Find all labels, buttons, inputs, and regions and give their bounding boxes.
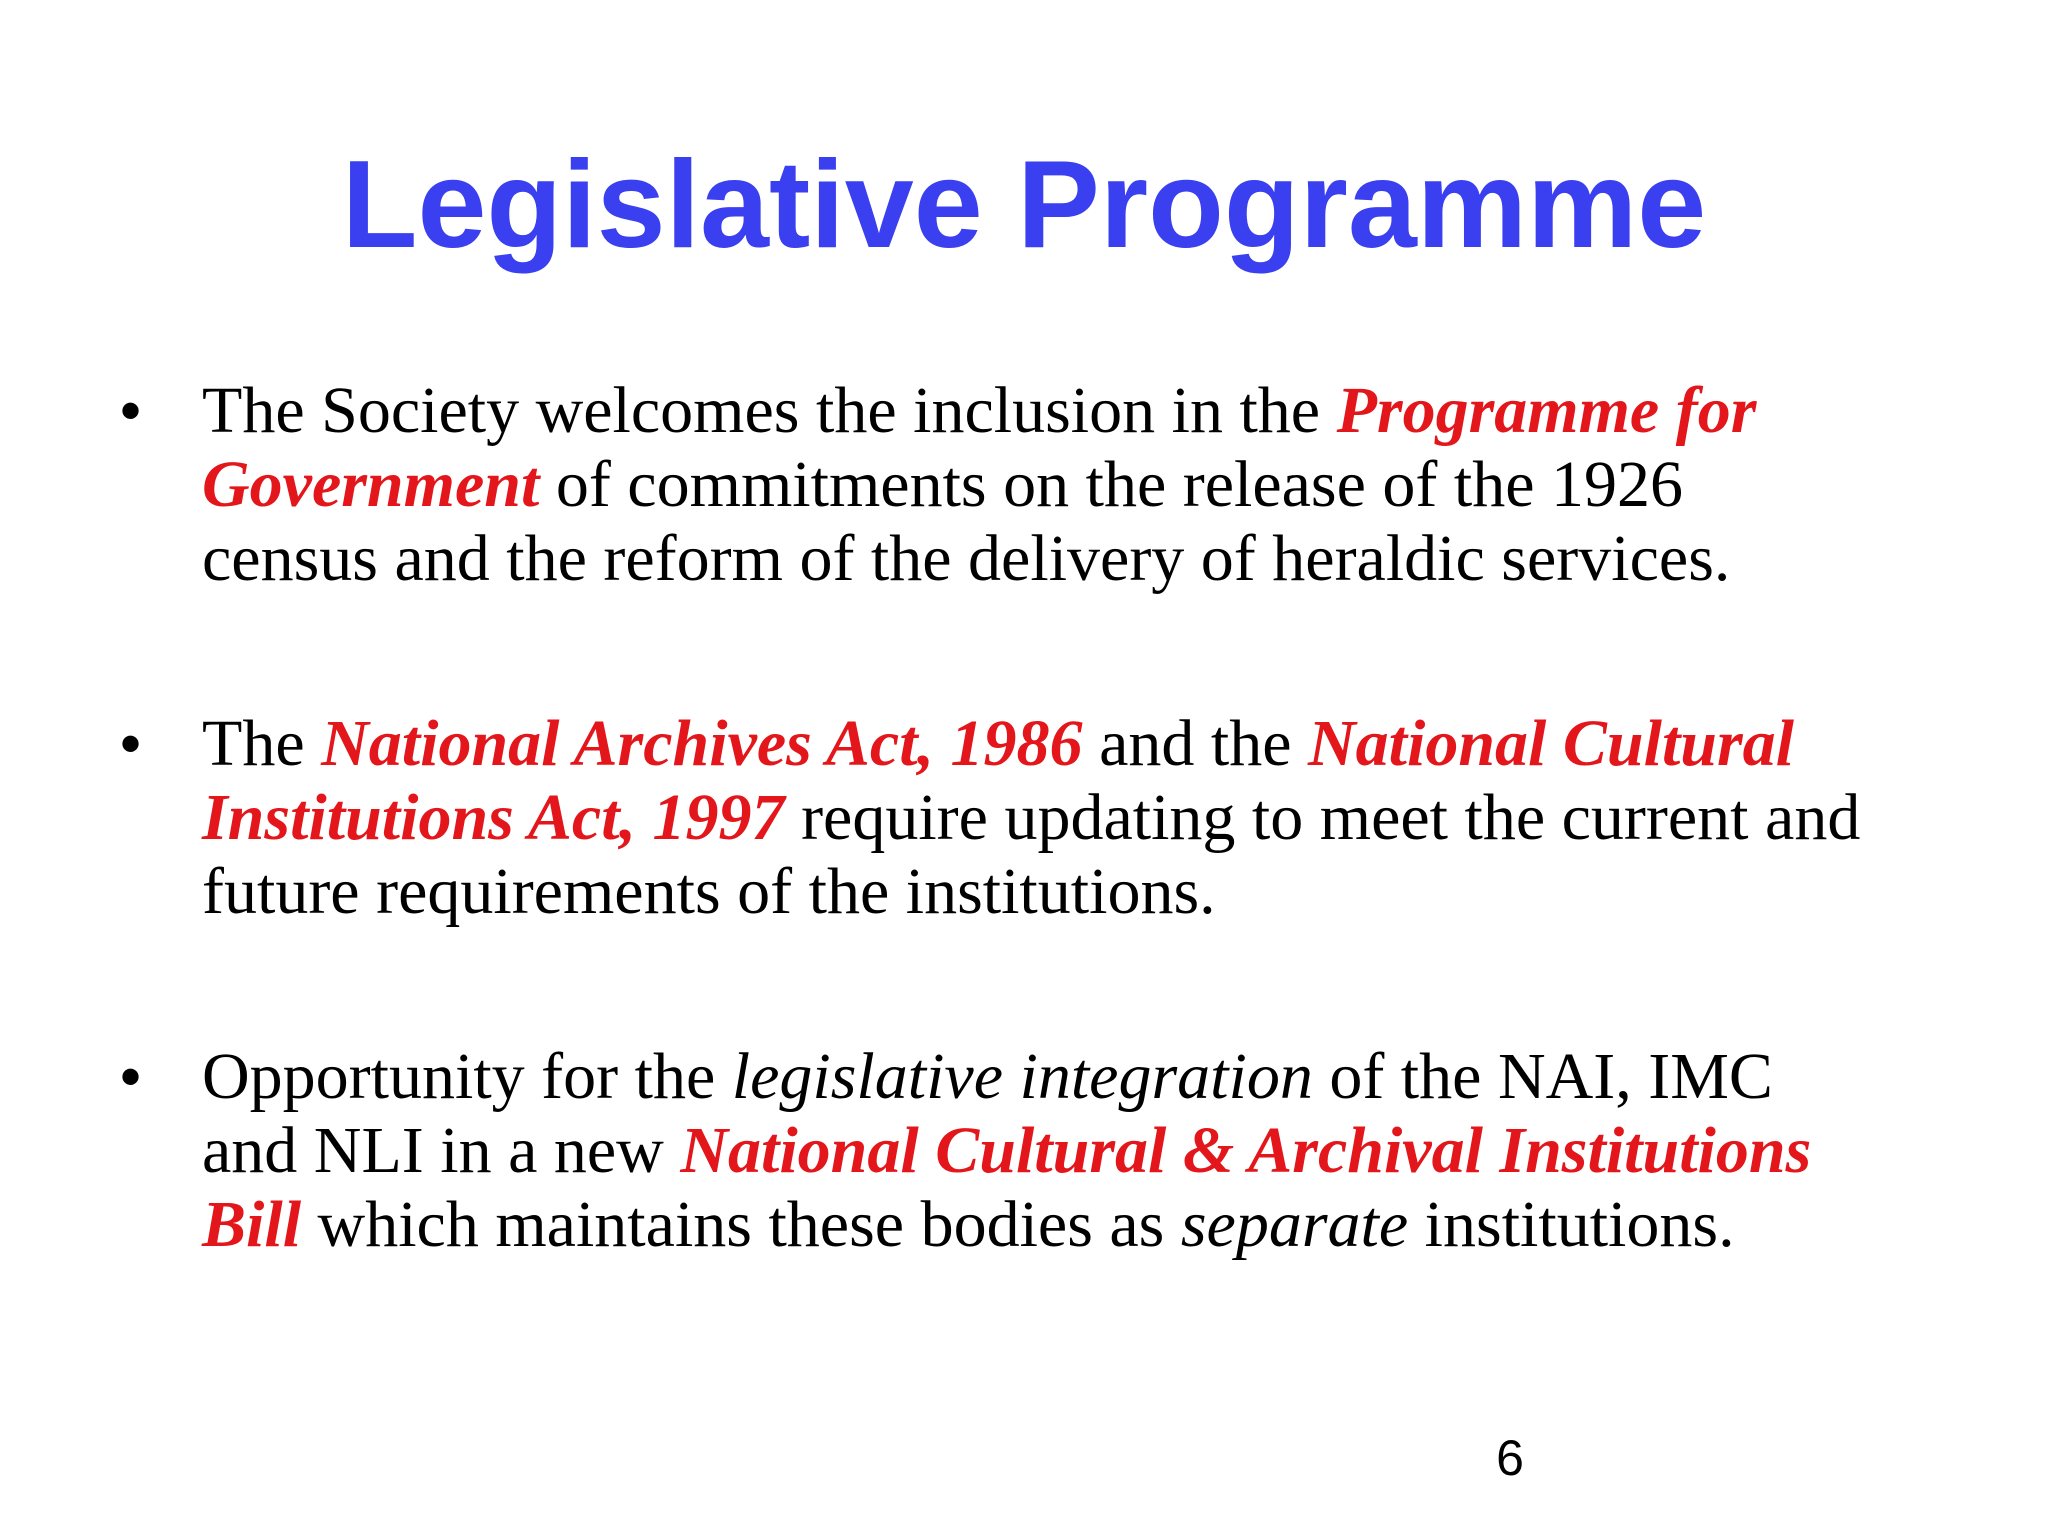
highlighted-title: National Cultural <box>1308 707 1795 780</box>
bullet-marker-icon: • <box>120 377 142 444</box>
highlighted-title: Institutions Act, 1997 <box>202 781 785 854</box>
body-text: of the NAI, IMC <box>1312 1040 1773 1113</box>
body-text: of commitments on the release of the 1926 <box>539 448 1684 521</box>
body-text: Opportunity for the <box>202 1040 732 1113</box>
bullet-text <box>202 374 2002 596</box>
body-text: The <box>202 707 322 780</box>
body-text: institutions. <box>1408 1188 1735 1261</box>
body-text: future requirements of the institutions. <box>202 855 1216 928</box>
page-number: 6 <box>1496 1430 1524 1486</box>
highlighted-title: Programme for <box>1336 374 1757 447</box>
body-text: The Society welcomes the inclusion in the <box>202 374 1337 447</box>
highlighted-title: National Archives Act, 1986 <box>321 707 1083 780</box>
highlighted-title: National Cultural & Archival Institutions <box>680 1114 1812 1187</box>
highlighted-title: Government <box>202 448 540 521</box>
body-text: require updating to meet the current and <box>784 781 1861 854</box>
emphasized-text: legislative integration <box>731 1040 1313 1113</box>
body-text: and NLI in a new <box>202 1114 681 1187</box>
bullet-text <box>202 1040 2002 1262</box>
emphasized-text: separate <box>1180 1188 1409 1261</box>
bullet-text <box>202 707 2002 929</box>
slide-title: Legislative Programme <box>341 136 1707 274</box>
body-text: which maintains these bodies as <box>301 1188 1181 1261</box>
bullet-marker-icon: • <box>120 710 142 777</box>
body-text: census and the reform of the delivery of heraldic services. <box>202 522 1731 595</box>
body-text: and the <box>1082 707 1308 780</box>
highlighted-title: Bill <box>202 1188 302 1261</box>
bullet-marker-icon: • <box>120 1043 142 1110</box>
